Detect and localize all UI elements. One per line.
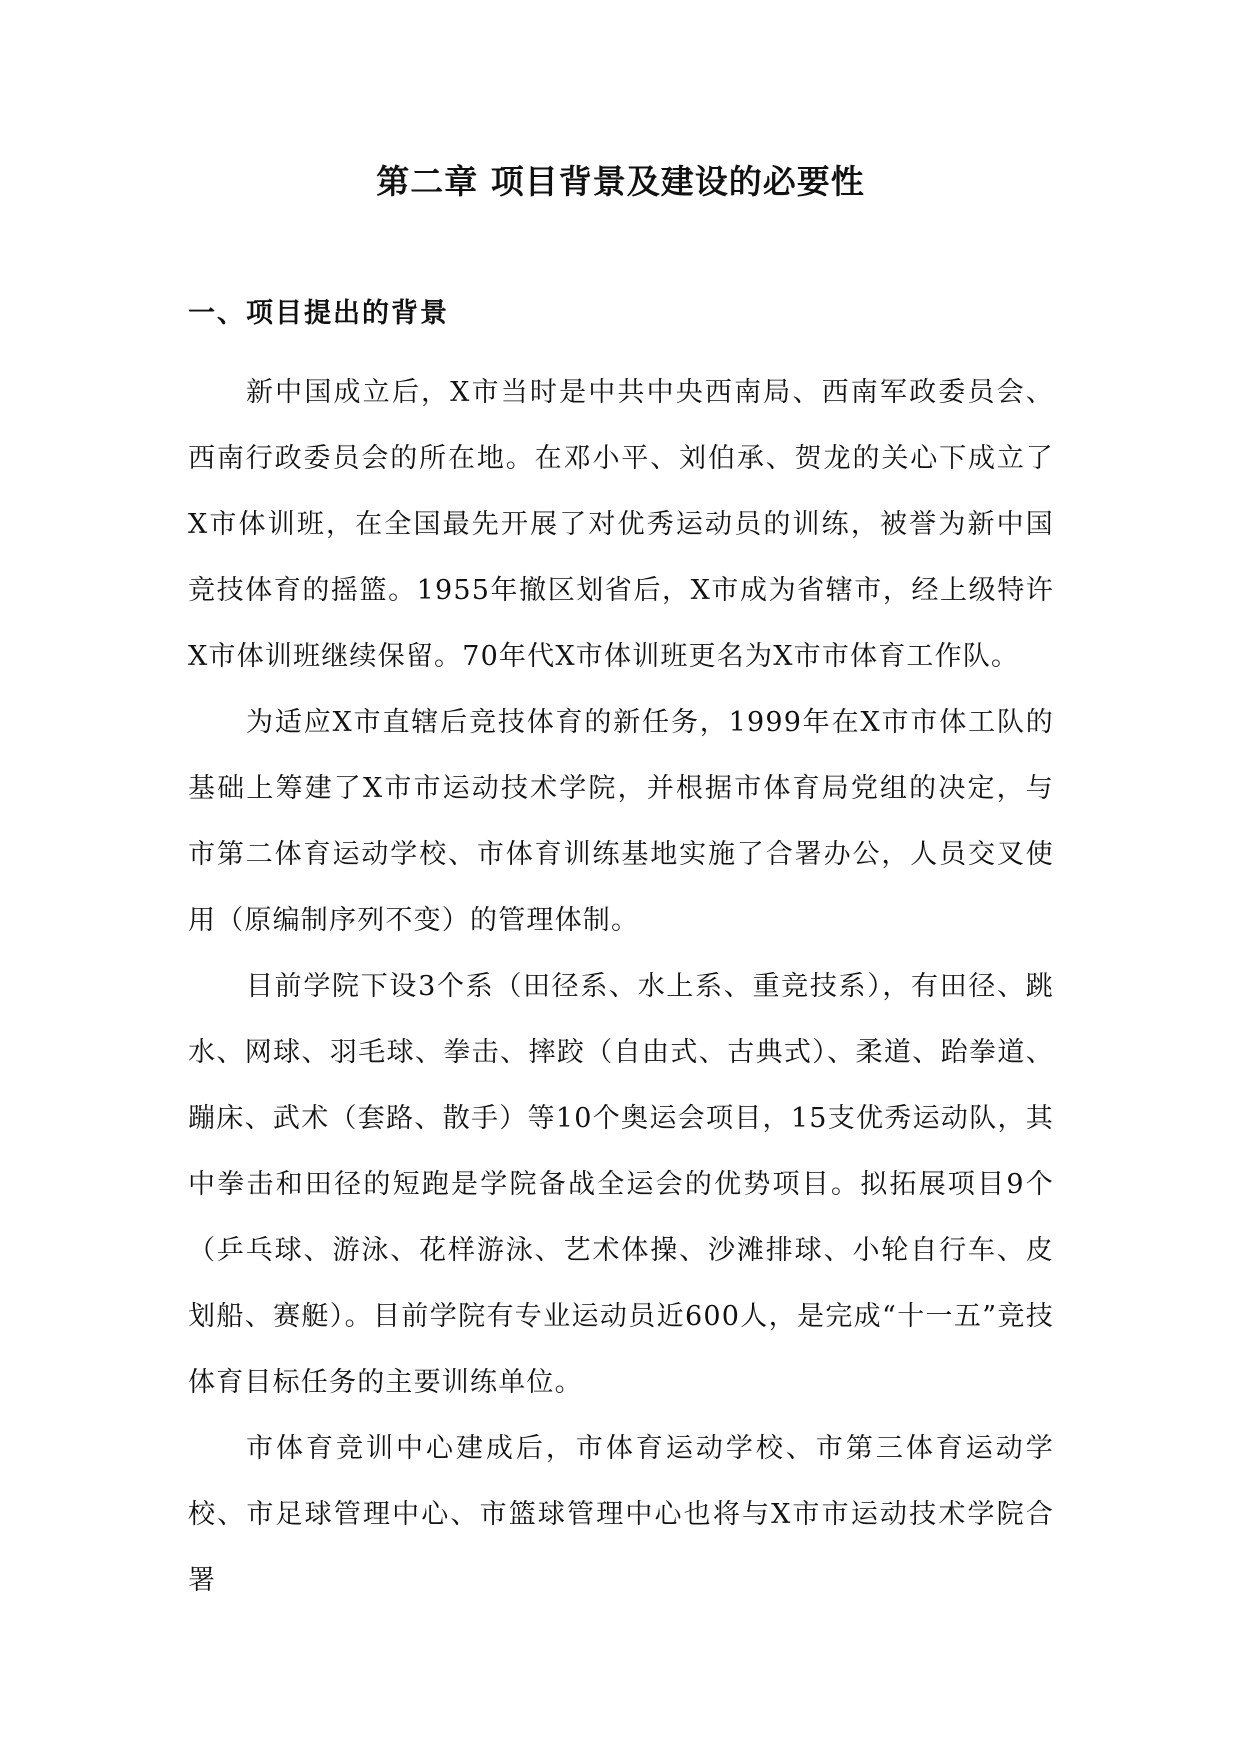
section-heading: 一、项目提出的背景 bbox=[188, 298, 449, 329]
chapter-title: 第二章 项目背景及建设的必要性 bbox=[376, 162, 865, 201]
body-text bbox=[188, 360, 1054, 1614]
paragraph: 市体育竞训中心建成后，市体育运动学校、市第三体育运动学校、市足球管理中心、市篮球管理中心也将与X市市运动技术学院合署 bbox=[188, 1433, 1054, 1596]
paragraph: 新中国成立后，X市当时是中共中央西南局、西南军政委员会、西南行政委员会的所在地。在邓小平、刘伯承、贺龙的关心下成立了X市体训班，在全国最先开展了对优秀运动员的训练，被誉为新中国竞技体育的摇篮。1955年撤区划省后，X市成为省辖市，经上级特许X市体训班继续保留。70年代X市体训班更名为X市市体育工作队。 bbox=[188, 377, 1054, 672]
paragraph: 目前学院下设3个系（田径系、水上系、重竞技系），有田径、跳水、网球、羽毛球、拳击、摔跤（自由式、古典式）、柔道、跆拳道、蹦床、武术（套路、散手）等10个奥运会项目，15支优秀运动队，其中拳击和田径的短跑是学院备战全运会的优势项目。拟拓展项目9个（乒乓球、游泳、花样游泳、艺术体操、沙滩排球、小轮自行车、皮划船、赛艇）。目前学院有专业运动员近600人，是完成“十一五”竞技体育目标任务的主要训练单位。 bbox=[188, 971, 1054, 1398]
paragraph: 为适应X市直辖后竞技体育的新任务，1999年在X市市体工队的基础上筹建了X市市运动技术学院，并根据市体育局党组的决定，与市第二体育运动学校、市体育训练基地实施了合署办公，人员交叉使用（原编制序列不变）的管理体制。 bbox=[188, 707, 1054, 936]
